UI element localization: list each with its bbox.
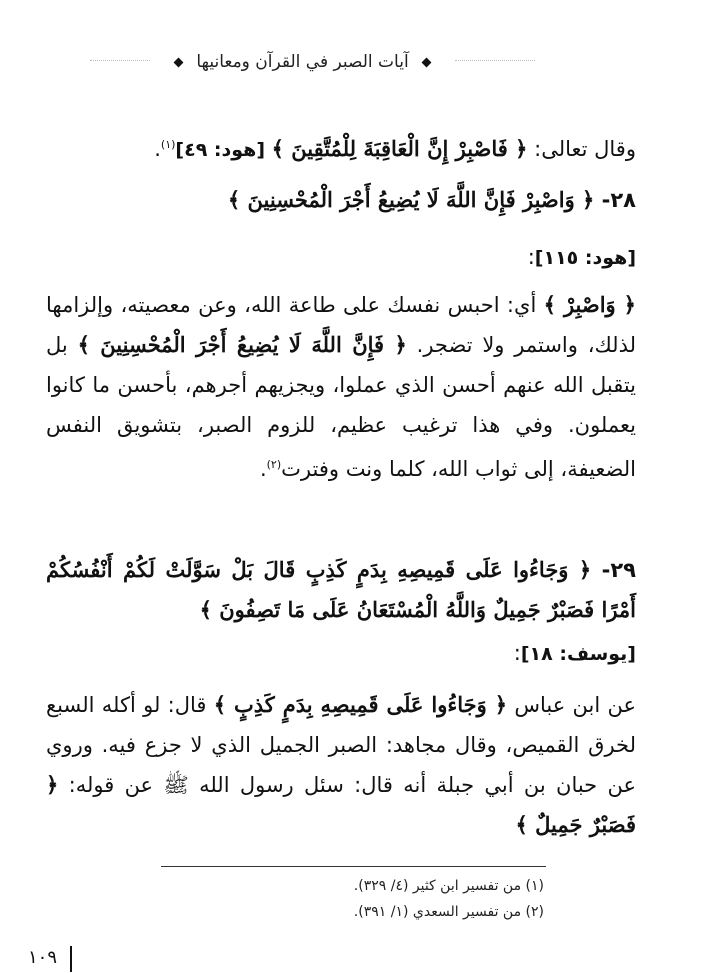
verse-28-reference: [هود: ١١٥]:: [527, 245, 636, 269]
footnote-2: (٢) من تفسير السعدي (١/ ٣٩١).: [353, 904, 544, 920]
page-number-bar: [70, 946, 72, 972]
verse-29-reference: [يوسف: ١٨]:: [513, 641, 636, 665]
running-header: [160, 50, 445, 74]
footnote-rule: [161, 866, 546, 867]
quran-quote: ﴿ فَإِنَّ اللَّهَ لَا يُضِيعُ أَجْرَ الْمُحْسِنِينَ ﴾: [77, 332, 407, 357]
footnote-1: (١) من تفسير ابن كثير (٤/ ٣٢٩).: [353, 878, 544, 894]
paragraph-verse-27: وقال تعالى: ﴿ فَاصْبِرْ إِنَّ الْعَاقِبَةَ لِلْمُتَّقِينَ ﴾ [هود: ٤٩]$^{(١)}$.: [154, 136, 636, 161]
quran-quote: ﴿ وَجَاءُوا عَلَى قَمِيصِهِ بِدَمٍ كَذِبٍ ﴾: [213, 692, 508, 717]
footnote-marker: (١): [160, 138, 176, 151]
quran-quote: ﴿ وَجَاءُوا عَلَى قَمِيصِهِ بِدَمٍ كَذِبٍ قَالَ بَلْ سَوَّلَتْ لَكُمْ أَنْفُسُكُمْ أَمْرًا فَصَبْرٌ جَمِيلٌ وَاللَّهُ الْمُسْتَعَانُ عَلَى مَا تَصِفُونَ ﴾: [46, 557, 636, 622]
verse-28-heading: [228, 180, 636, 220]
diamond-ornament-icon: [421, 57, 431, 67]
header-rule-right: [455, 60, 535, 61]
header-title: آيات الصبر في القرآن ومعانيها: [196, 52, 409, 72]
commentary-paragraph-29: عن ابن عباس ﴿ وَجَاءُوا عَلَى قَمِيصِهِ بِدَمٍ كَذِبٍ ﴾ قال: لو أكله السبع لخرق القميص، وقال مجاهد: الصبر الجميل الذي لا جزع فيه. وروي عن حبان بن أبي جبلة أنه قال: سئل رسول الله ﷺ عن قوله: ﴿ فَصَبْرٌ جَمِيلٌ ﴾: [46, 692, 637, 837]
quran-quote: ﴿ فَصَبْرٌ جَمِيلٌ ﴾: [46, 772, 636, 837]
header-rule-left: [90, 60, 150, 61]
verse-29-heading: [46, 550, 636, 630]
verse-reference: [هود: ١١٥]: [534, 247, 636, 269]
diamond-ornament-icon: [174, 57, 184, 67]
quran-quote: ﴿ وَاصْبِرْ فَإِنَّ اللَّهَ لَا يُضِيعُ أَجْرَ الْمُحْسِنِينَ ﴾: [227, 187, 595, 212]
footnote-marker: (٢): [266, 458, 282, 471]
verse-reference: [يوسف: ١٨]: [520, 643, 636, 665]
verse-number: ٢٩-: [591, 558, 636, 582]
quran-quote: ﴿ فَاصْبِرْ إِنَّ الْعَاقِبَةَ لِلْمُتَّقِينَ ﴾: [271, 136, 528, 161]
commentary-paragraph-28: ﴿ وَاصْبِرْ ﴾ أي: احبس نفسك على طاعة الله، وعن معصيته، وإلزامها لذلك، واستمر ولا تضجر. ﴿ فَإِنَّ اللَّهَ لَا يُضِيعُ أَجْرَ الْمُحْسِنِينَ ﴾ بل يتقبل الله عنهم أحسن الذي عملوا، ويجزيهم أجرهم، بأحسن ما كانوا يعملون. وفي هذا ترغيب عظيم، للزوم الصبر، بتشويق النفس الضعيفة، إلى ثواب الله، كلما ونت وفترت$^{(٢)}$.: [46, 292, 636, 481]
page-number: ١٠٩: [28, 947, 58, 968]
quran-quote: ﴿ وَاصْبِرْ ﴾: [543, 292, 636, 317]
verse-reference: [هود: ٤٩]: [175, 139, 272, 161]
verse-number: ٢٨-: [594, 188, 636, 212]
